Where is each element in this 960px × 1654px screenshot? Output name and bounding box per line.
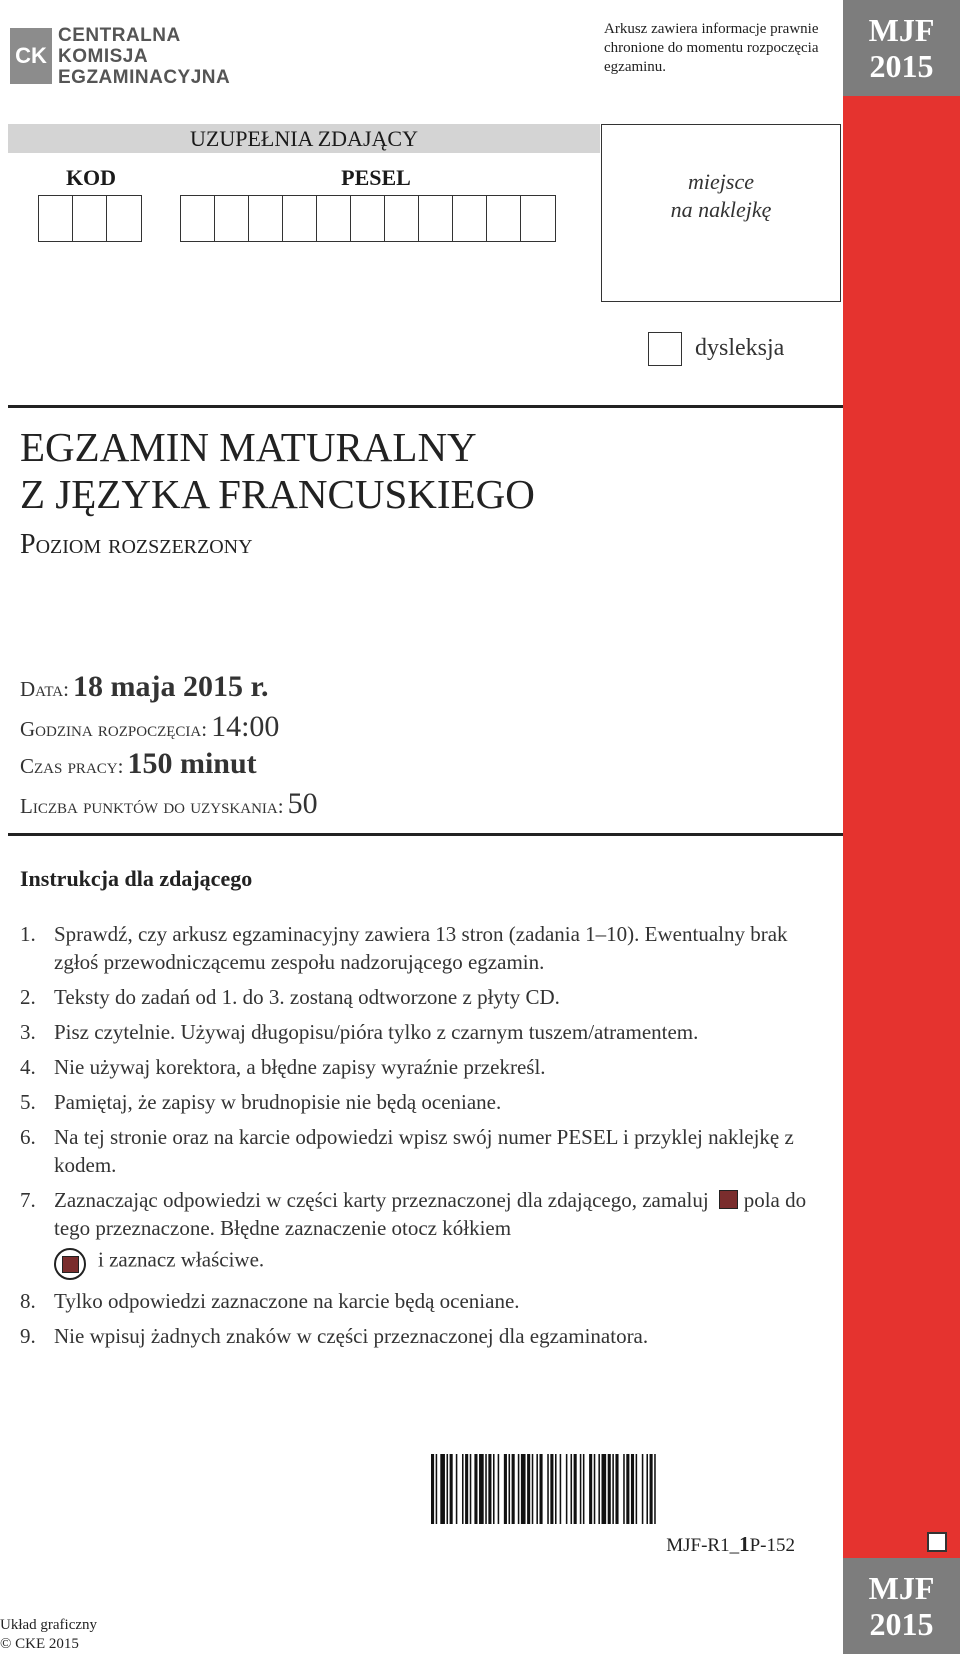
barcode-bar — [509, 1454, 511, 1524]
pesel-cell[interactable] — [215, 196, 249, 241]
instruction-item: 4. Nie używaj korektora, a błędne zapisy wyraźnie przekreśl. — [20, 1055, 546, 1079]
pesel-cell[interactable] — [249, 196, 283, 241]
exam-code-line1: MJF — [868, 1570, 935, 1606]
exam-level: Poziom rozszerzony — [20, 529, 253, 560]
barcode-bar — [650, 1454, 653, 1524]
instruction-item: 2. Teksty do zadań od 1. do 3. zostaną odtworzone z płyty CD. — [20, 985, 560, 1009]
pesel-cell[interactable] — [283, 196, 317, 241]
barcode-bar — [598, 1454, 600, 1524]
exam-code-line2: 2015 — [869, 1606, 934, 1642]
exam-title-line2: Z JĘZYKA FRANCUSKIEGO — [20, 471, 535, 517]
duration-value: 150 minut — [127, 747, 257, 780]
exam-duration — [20, 747, 257, 781]
duration-label: Czas pracy: — [20, 754, 124, 778]
barcode-bar — [654, 1454, 656, 1524]
barcode-bar — [504, 1454, 507, 1524]
corner-checkbox — [927, 1532, 947, 1552]
dyslexia-label: dysleksja — [695, 335, 785, 361]
barcode-icon — [431, 1454, 795, 1524]
pesel-cell[interactable] — [351, 196, 385, 241]
barcode-bar — [447, 1454, 449, 1524]
barcode-bar — [540, 1454, 543, 1524]
pesel-cell[interactable] — [385, 196, 419, 241]
pesel-field[interactable] — [180, 195, 556, 242]
barcode-bar — [527, 1454, 530, 1524]
barcode-bar — [536, 1454, 538, 1524]
barcode-bar — [485, 1454, 487, 1524]
date-value: 18 maja 2015 r. — [72, 670, 269, 703]
barcode-bar — [566, 1454, 568, 1524]
instruction-item: 9. Nie wpisuj żadnych znaków w części przeznaczonej dla egzaminatora. — [20, 1324, 649, 1348]
barcode-bar — [550, 1454, 553, 1524]
barcode-bar — [462, 1454, 464, 1524]
cke-logo-text — [58, 25, 230, 88]
points-label: Liczba punktów do uzyskania: — [20, 794, 284, 818]
barcode-bar — [612, 1454, 614, 1524]
barcode-bar — [479, 1454, 484, 1524]
instructions-list — [20, 920, 830, 1357]
circled-square-icon — [54, 1248, 86, 1280]
pesel-cell[interactable] — [487, 196, 521, 241]
barcode-bar — [465, 1454, 468, 1524]
sticker-text-2: na naklejkę — [670, 197, 772, 222]
logo-line-3: EGZAMINACYJNA — [58, 67, 231, 88]
barcode-bar — [512, 1454, 515, 1524]
barcode-bar — [615, 1454, 618, 1524]
barcode-bar — [626, 1454, 629, 1524]
kod-field[interactable] — [38, 195, 142, 242]
pesel-cell[interactable] — [317, 196, 351, 241]
footer-line1: Układ graficzny — [0, 1617, 98, 1633]
barcode-bar — [583, 1454, 585, 1524]
barcode-bar — [574, 1454, 577, 1524]
exam-points — [20, 787, 318, 821]
barcode-bar — [602, 1454, 607, 1524]
barcode-bar — [580, 1454, 582, 1524]
cke-logo-icon: CK — [10, 28, 52, 84]
barcode-label: MJF-R1_1P-152 — [666, 1532, 795, 1556]
start-label: Godzina rozpoczęcia: — [20, 717, 208, 741]
barcode-bar — [456, 1454, 458, 1524]
barcode-bar — [521, 1454, 526, 1524]
exam-code-top — [843, 0, 960, 96]
barcode-bar — [474, 1454, 477, 1524]
barcode-bar — [608, 1454, 611, 1524]
date-label: Data: — [20, 677, 69, 701]
logo-line-1: CENTRALNA — [58, 25, 181, 46]
barcode-bar — [594, 1454, 596, 1524]
pesel-cell[interactable] — [453, 196, 487, 241]
instruction-item: 8. Tylko odpowiedzi zaznaczone na karcie będą oceniane. — [20, 1289, 520, 1313]
instruction-item: 1. Sprawdź, czy arkusz egzaminacyjny zawiera 13 stron (zadania 1–10). Ewentualny brak zgłoś przewodniczącemu zespołu nadzorującego egzamin. — [20, 922, 788, 974]
divider — [8, 405, 843, 408]
exam-code-bottom — [843, 1558, 960, 1654]
instructions-title: Instrukcja dla zdającego — [20, 866, 253, 891]
kod-cell[interactable] — [107, 196, 141, 241]
barcode-bar — [488, 1454, 491, 1524]
start-value: 14:00 — [211, 710, 280, 743]
barcode-bar — [436, 1454, 438, 1524]
pesel-cell[interactable] — [181, 196, 215, 241]
barcode-bar — [623, 1454, 625, 1524]
barcode-bar — [636, 1454, 638, 1524]
instruction-item: 7. Zaznaczając odpowiedzi w części karty przeznaczonej dla zdającego, zamaluj pola do tego przeznaczone. Błędne zaznaczenie otocz kółkiem i zaznacz właściwe. — [20, 1186, 830, 1280]
barcode-bar — [631, 1454, 634, 1524]
instruction-item: 5. Pamiętaj, że zapisy w brudnopisie nie będą oceniane. — [20, 1090, 502, 1114]
pesel-label: PESEL — [341, 165, 411, 190]
barcode-bar — [493, 1454, 495, 1524]
kod-cell[interactable] — [73, 196, 107, 241]
kod-label: KOD — [65, 165, 117, 190]
sticker-placeholder — [601, 124, 841, 302]
footer-line2: © CKE 2015 — [0, 1636, 79, 1652]
instruction-item: 3. Pisz czytelnie. Używaj długopisu/pióra tylko z czarnym tuszem/atramentem. — [20, 1020, 699, 1044]
exam-title-line1: EGZAMIN MATURALNY — [20, 424, 477, 470]
confidential-notice: Arkusz zawiera informacje prawnie chronione do momentu rozpoczęcia egzaminu. — [604, 21, 819, 75]
pesel-cell[interactable] — [521, 196, 555, 241]
barcode-bar — [431, 1454, 434, 1524]
dyslexia-checkbox[interactable] — [648, 332, 682, 366]
barcode-bar — [518, 1454, 520, 1524]
barcode-bar — [642, 1454, 644, 1524]
barcode-bar — [571, 1454, 573, 1524]
barcode-bar — [560, 1454, 562, 1524]
sticker-text-1: miejsce — [688, 169, 754, 194]
kod-cell[interactable] — [39, 196, 73, 241]
barcode-bar — [589, 1454, 592, 1524]
barcode-bar — [547, 1454, 549, 1524]
barcode-bar — [646, 1454, 648, 1524]
filled-square-icon — [719, 1190, 738, 1209]
barcode-bar — [440, 1454, 445, 1524]
candidate-section-label: UZUPEŁNIA ZDAJĄCY — [190, 126, 418, 151]
exam-start — [20, 710, 279, 744]
barcode-bar — [450, 1454, 453, 1524]
barcode-bar — [555, 1454, 557, 1524]
exam-code-line1: MJF — [868, 12, 935, 48]
footer-credit — [0, 1616, 97, 1654]
points-value: 50 — [287, 787, 318, 820]
instruction-item: 6. Na tej stronie oraz na karcie odpowiedzi wpisz swój numer PESEL i przyklej naklejkę z kodem. — [20, 1125, 794, 1177]
logo-line-2: KOMISJA — [58, 46, 149, 67]
divider — [8, 833, 843, 836]
exam-date — [20, 670, 269, 704]
side-stripe — [843, 0, 960, 1654]
barcode-bar — [498, 1454, 500, 1524]
exam-code-line2: 2015 — [869, 48, 934, 84]
pesel-cell[interactable] — [419, 196, 453, 241]
barcode-bar — [532, 1454, 534, 1524]
barcode-bar — [470, 1454, 472, 1524]
